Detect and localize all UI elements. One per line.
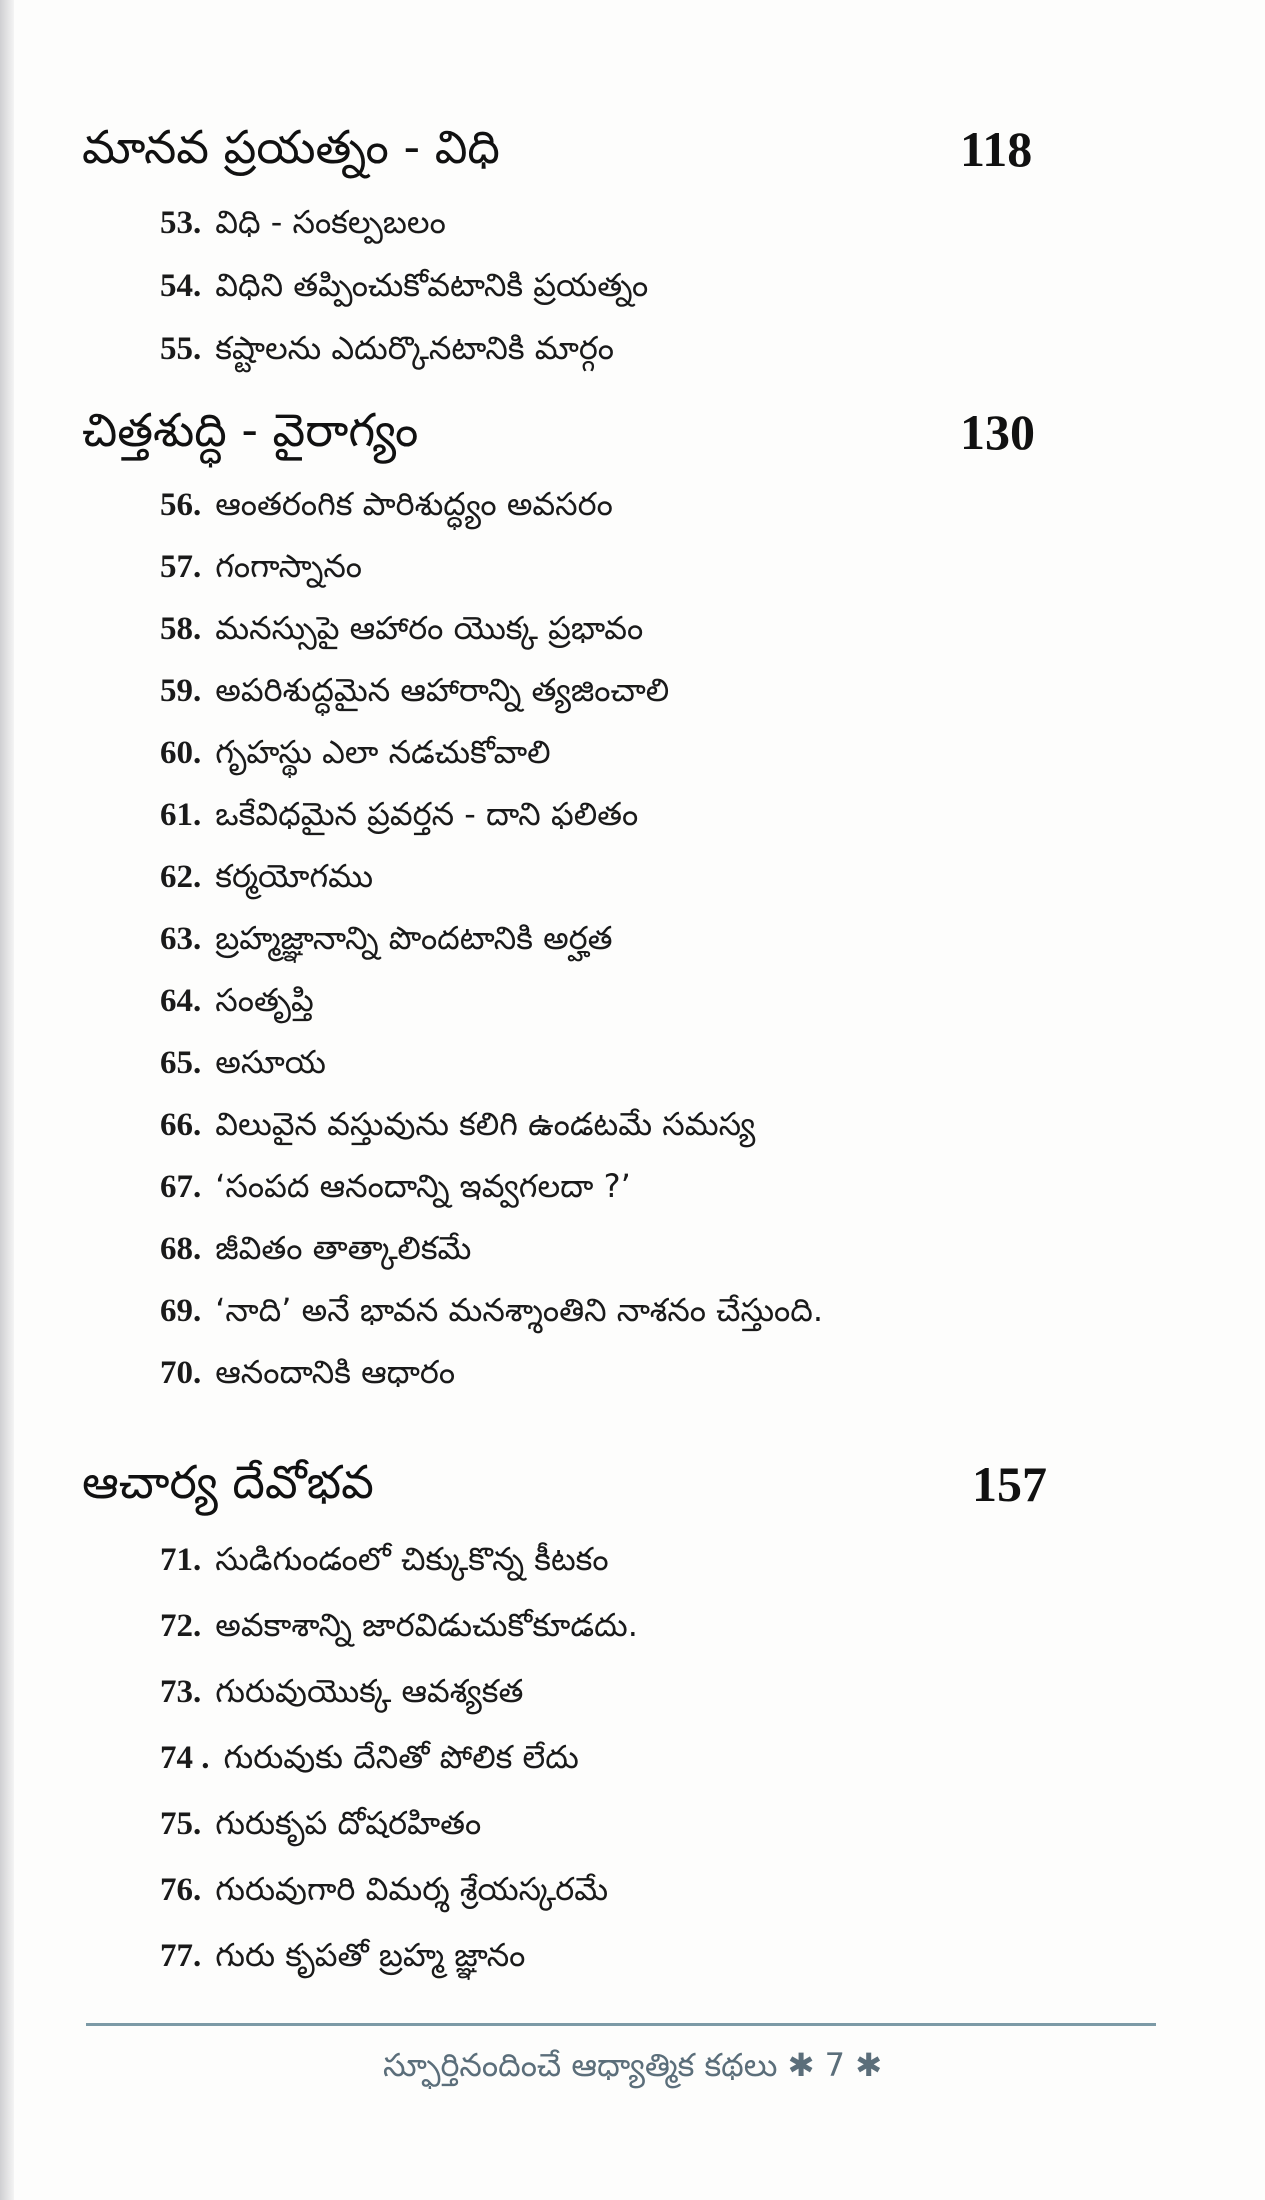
item-number: 61. xyxy=(160,797,202,833)
item-number: 63. xyxy=(160,921,202,957)
item-number: 67. xyxy=(160,1169,202,1205)
item-number: 53. xyxy=(160,205,202,241)
item-title: అపరిశుద్ధమైన ఆహారాన్ని త్యజించాలి xyxy=(215,671,670,709)
item-title: గురువుకు దేనితో పోలిక లేదు xyxy=(223,1738,579,1776)
toc-item xyxy=(160,1732,579,1782)
toc-item xyxy=(160,1099,755,1149)
item-title: సంతృప్తి xyxy=(215,981,314,1019)
item-number: 59. xyxy=(160,673,202,709)
toc-item xyxy=(160,1161,631,1211)
item-title: ఆంతరంగిక పారిశుద్ధ్యం అవసరం xyxy=(215,485,613,523)
toc-item xyxy=(160,1223,471,1273)
item-title: అవకాశాన్ని జారవిడుచుకోకూడదు. xyxy=(215,1606,638,1644)
item-number: 72. xyxy=(160,1608,202,1644)
toc-item xyxy=(160,1347,455,1397)
item-title: గురువుయొక్క ఆవశ్యకత xyxy=(215,1672,524,1710)
toc-item xyxy=(160,260,648,310)
item-title: విధి - సంకల్పబలం xyxy=(215,203,446,241)
item-number: 60. xyxy=(160,735,202,771)
item-title: విలువైన వస్తువును కలిగి ఉండటమే సమస్య xyxy=(215,1105,756,1143)
item-title: కర్మయోగము xyxy=(215,857,374,895)
item-number: 65. xyxy=(160,1045,202,1081)
item-number: 56. xyxy=(160,487,202,523)
binding-shadow xyxy=(0,0,14,2200)
section-title: మానవ ప్రయత్నం - విధి xyxy=(82,120,500,174)
item-title: మనస్సుపై ఆహారం యొక్క ప్రభావం xyxy=(215,609,644,647)
item-number: 77. xyxy=(160,1938,202,1974)
item-number: 73. xyxy=(160,1674,202,1710)
toc-item xyxy=(160,727,551,777)
section-title: ఆచార్య దేవోభవ xyxy=(82,1455,374,1509)
toc-item xyxy=(160,1534,609,1584)
item-number: 69. xyxy=(160,1293,202,1329)
item-title: గురుకృప దోషరహితం xyxy=(215,1804,482,1842)
section-page-number: 118 xyxy=(960,121,1033,177)
item-title: సుడిగుండంలో చిక్కుకొన్న కీటకం xyxy=(215,1540,609,1578)
item-number: 54. xyxy=(160,268,202,304)
toc-item xyxy=(160,789,638,839)
item-number: 74 . xyxy=(160,1740,210,1776)
item-number: 76. xyxy=(160,1872,202,1908)
toc-item xyxy=(160,913,613,963)
toc-item xyxy=(160,1037,326,1087)
toc-item xyxy=(160,323,614,373)
item-title: జీవితం తాత్కాలికమే xyxy=(215,1229,472,1267)
item-title: విధిని తప్పించుకోవటానికి ప్రయత్నం xyxy=(215,266,649,304)
item-number: 66. xyxy=(160,1107,202,1143)
item-number: 68. xyxy=(160,1231,202,1267)
item-title: గృహస్థు ఎలా నడచుకోవాలి xyxy=(215,733,551,771)
section-title: చిత్తశుద్ధి - వైరాగ్యం xyxy=(82,403,419,457)
item-number: 70. xyxy=(160,1355,202,1391)
item-title: ఒకేవిధమైన ప్రవర్తన - దాని ఫలితం xyxy=(215,795,639,833)
item-title: ‘నాది’ అనే భావన మనశ్శాంతిని నాశనం చేస్తుంది. xyxy=(215,1291,824,1329)
section-page-number: 130 xyxy=(960,404,1035,460)
toc-item xyxy=(160,851,373,901)
toc-item xyxy=(160,1285,823,1335)
toc-item xyxy=(160,1864,608,1914)
toc-item xyxy=(160,1930,525,1980)
item-title: గురు కృపతో బ్రహ్మ జ్ఞానం xyxy=(215,1936,526,1974)
toc-item xyxy=(160,603,643,653)
item-number: 75. xyxy=(160,1806,202,1842)
item-title: ‘సంపద ఆనందాన్ని ఇవ్వగలదా ?’ xyxy=(215,1167,631,1205)
item-number: 57. xyxy=(160,549,202,585)
toc-item xyxy=(160,665,669,715)
item-title: బ్రహ్మజ్ఞానాన్ని పొందటానికి అర్హత xyxy=(215,919,613,957)
item-number: 58. xyxy=(160,611,202,647)
toc-item xyxy=(160,1666,523,1716)
item-number: 64. xyxy=(160,983,202,1019)
item-title: గురువుగారి విమర్శ శ్రేయస్కరమే xyxy=(215,1870,609,1908)
item-title: కష్టాలను ఎదుర్కొనటానికి మార్గం xyxy=(215,329,615,367)
item-title: గంగాస్నానం xyxy=(215,547,363,585)
item-title: ఆనందానికి ఆధారం xyxy=(215,1353,456,1391)
toc-item xyxy=(160,1600,638,1650)
item-number: 62. xyxy=(160,859,202,895)
toc-item xyxy=(160,479,613,529)
toc-item xyxy=(160,1798,481,1848)
item-title: అసూయ xyxy=(215,1043,326,1081)
running-footer: స్ఫూర్తినందించే ఆధ్యాత్మిక కథలు ✱ 7 ✱ xyxy=(382,2046,883,2084)
toc-item xyxy=(160,541,362,591)
toc-item xyxy=(160,197,446,247)
item-number: 55. xyxy=(160,331,202,367)
footer-rule xyxy=(86,2023,1156,2026)
item-number: 71. xyxy=(160,1542,202,1578)
section-page-number: 157 xyxy=(972,1456,1047,1512)
toc-item xyxy=(160,975,314,1025)
